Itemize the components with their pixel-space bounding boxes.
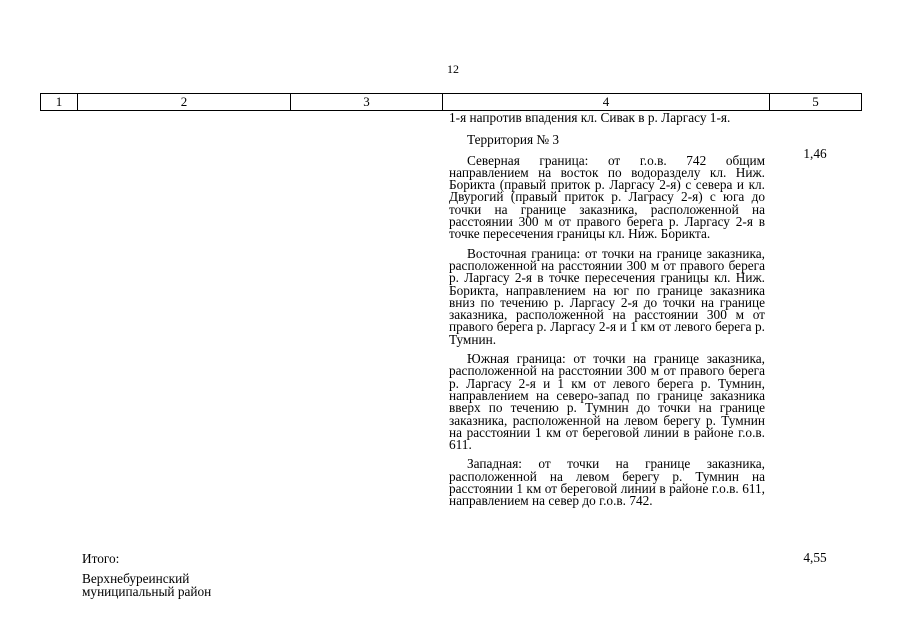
total-area-value: 4,55 — [803, 550, 827, 565]
column-header-3: 3 — [291, 94, 443, 111]
continuation-text: 1-я напротив впадения кл. Сивак в р. Ларгасу 1-я. — [449, 110, 731, 125]
territory-title: Территория № 3 — [467, 132, 560, 148]
column-header-row — [41, 94, 862, 111]
column-header-2: 2 — [78, 94, 291, 111]
south-boundary-paragraph: Южная граница: от точки на границе заказника, расположенной на расстоянии 300 м от правого берега р. Ларгасу 2-я и 1 км от левого берега р. Тумнин, направлением на северо-запад по границе заказника вверх по течению р. Тумнин до точки на границе заказника, расположенной на левом берегу р. Тумнин на расстоянии 1 км от береговой линии в районе г.о.в. 611. — [449, 351, 765, 453]
territory-area-value: 1,46 — [803, 146, 827, 161]
boundary-description — [449, 112, 765, 515]
column-header-4: 4 — [443, 94, 770, 111]
total-label: Итого: — [82, 551, 120, 566]
district-name: Верхнебуреинский муниципальный район — [82, 571, 212, 599]
column-header-1: 1 — [41, 94, 78, 111]
column-header-table — [40, 93, 862, 111]
column-header-5: 5 — [770, 94, 862, 111]
page-number: 12 — [447, 62, 459, 76]
west-boundary-paragraph: Западная: от точки на границе заказника, расположенной на левом берегу р. Тумнин на расстоянии 1 км от береговой линии в районе г.о.в. 611, направлением на север до г.о.в. 742. — [449, 456, 765, 509]
east-boundary-paragraph: Восточная граница: от точки на границе заказника, расположенной на расстоянии 300 м от правого берега р. Ларгасу 2-я в точке пересечения границы кл. Ниж. Борикта, направлением на юг по границе заказника вниз по течению р. Ларгасу 2-я до точки на границе заказника, расположенной на расстоянии 300 м от правого берега р. Ларгасу 2-я и 1 км от левого берега р. Тумнин. — [449, 245, 765, 347]
north-boundary-paragraph: Северная граница: от г.о.в. 742 общим направлением на восток по водоразделу кл. Ниж. Борикта (правый приток р. Ларгасу 2-я) с севера и кл. Двурогий (правый приток р. Лаграсу 2-я) с юга до точки на границе заказника, расположенной на расстоянии 300 м от правого берега р. Ларгасу 2-я в точке пересечения границы кл. Ниж. Борикта. — [449, 152, 765, 242]
